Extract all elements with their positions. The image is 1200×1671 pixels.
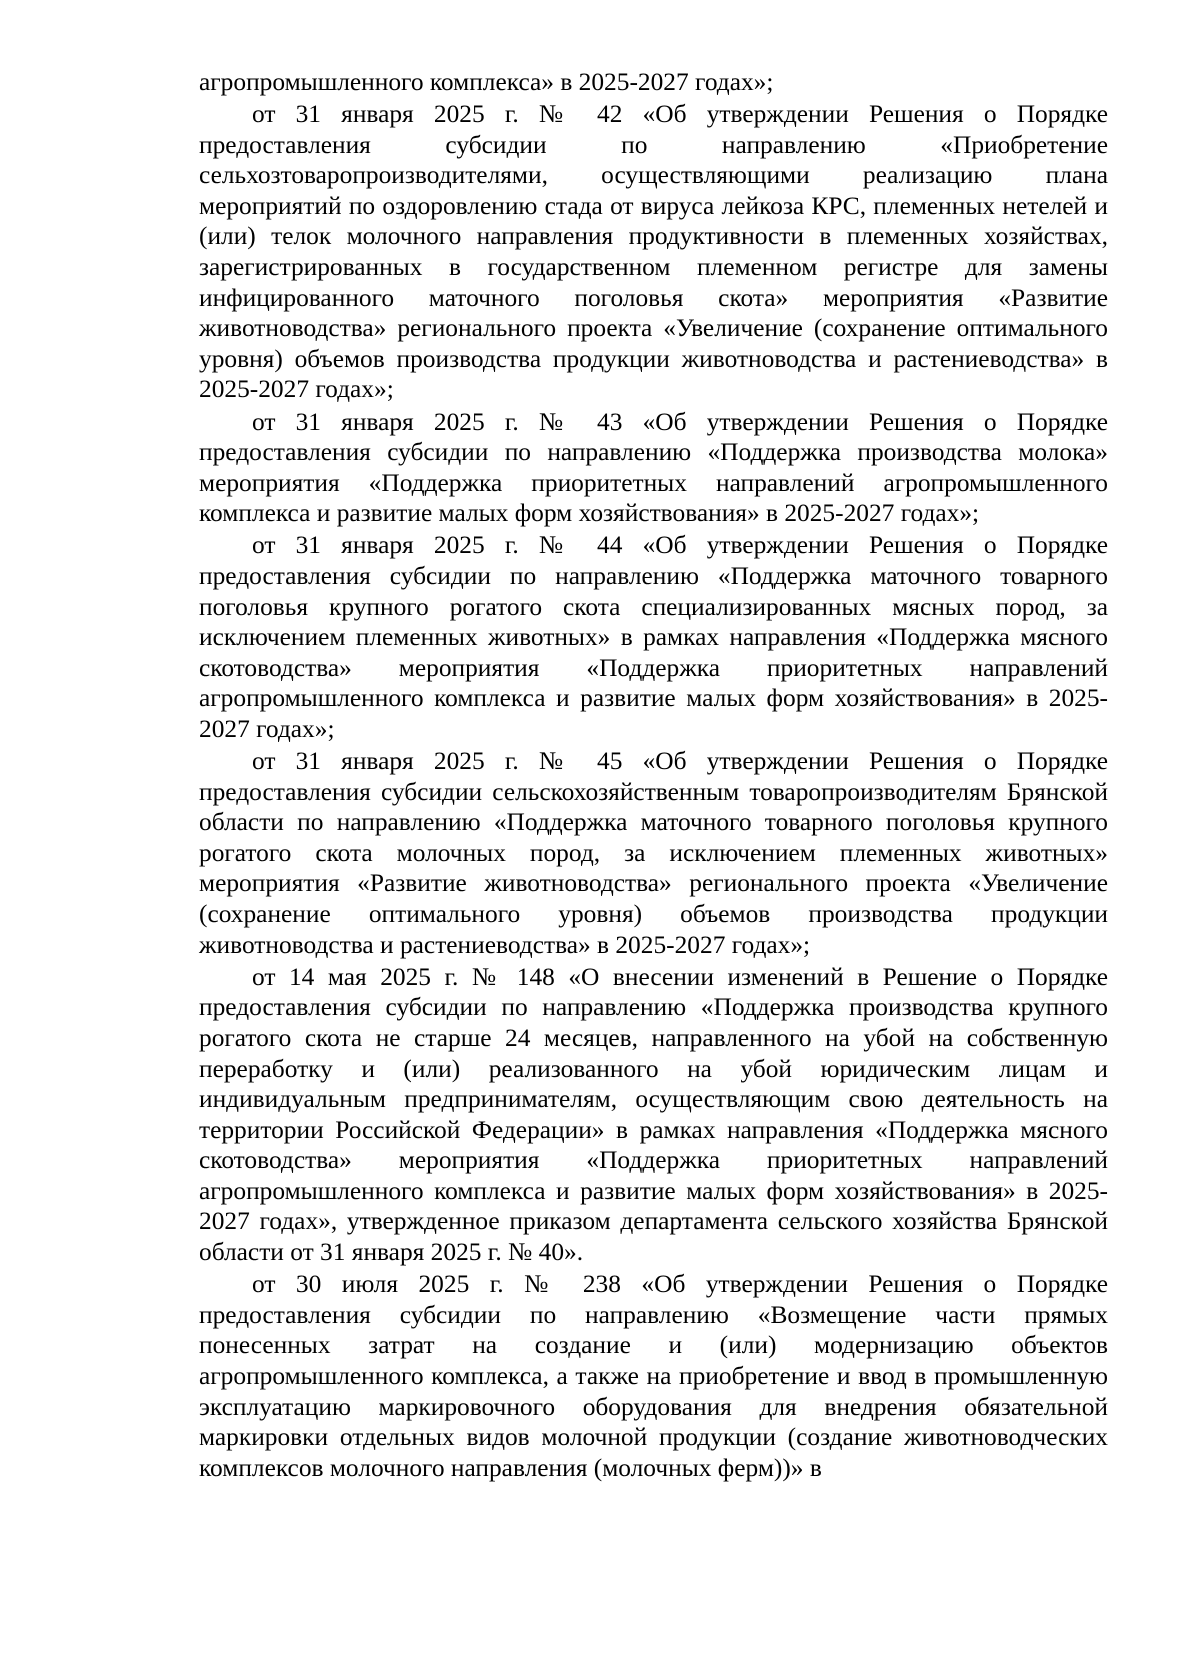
document-body bbox=[199, 67, 1108, 1483]
paragraph-order-44: от 31 января 2025 г. № 44 «Об утверждении Решения о Порядке предоставления субсидии по направлению «Поддержка маточного товарного поголовья крупного рогатого скота специализированных мясных пород, за исключением племенных животных» в рамках направления «Поддержка мясного скотоводства» мероприятия «Поддержка приоритетных направлений агропромышленного комплекса и развитие малых форм хозяйствования» в 2025-2027 годах»; bbox=[199, 531, 1108, 743]
paragraph-order-42: от 31 января 2025 г. № 42 «Об утверждении Решения о Порядке предоставления субсидии по направлению «Приобретение сельхозтоваропроизводителями, осуществляющими реализацию плана мероприятий по оздоровлению стада от вируса лейкоза КРС, племенных нетелей и (или) телок молочного направления продуктивности в племенных хозяйствах, зарегистрированных в государственном племенном регистре для замены инфицированного маточного поголовья скота» мероприятия «Развитие животноводства» регионального проекта «Увеличение (сохранение оптимального уровня) объемов производства продукции животноводства и растениеводства» в 2025-2027 годах»; bbox=[199, 100, 1108, 404]
paragraph-order-148: от 14 мая 2025 г. № 148 «О внесении изменений в Решение о Порядке предоставления субсидии по направлению «Поддержка производства крупного рогатого скота не старше 24 месяцев, направленного на убой на собственную переработку и (или) реализованного на убой юридическим лицам и индивидуальным предпринимателям, осуществляющим свою деятельность на территории Российской Федерации» в рамках направления «Поддержка мясного скотоводства» мероприятия «Поддержка приоритетных направлений агропромышленного комплекса и развитие малых форм хозяйствования» в 2025-2027 годах», утвержденное приказом департамента сельского хозяйства Брянской области от 31 января 2025 г. № 40». bbox=[199, 962, 1108, 1267]
paragraph-order-45: от 31 января 2025 г. № 45 «Об утверждении Решения о Порядке предоставления субсидии сельскохозяйственным товаропроизводителям Брянской области по направлению «Поддержка маточного товарного поголовья крупного рогатого скота молочных пород, за исключением племенных животных» мероприятия «Развитие животноводства» регионального проекта «Увеличение (сохранение оптимального уровня) объемов производства продукции животноводства и растениеводства» в 2025-2027 годах»; bbox=[199, 747, 1108, 959]
paragraph-order-238: от 30 июля 2025 г. № 238 «Об утверждении Решения о Порядке предоставления субсидии по направлению «Возмещение части прямых понесенных затрат на создание и (или) модернизацию объектов агропромышленного комплекса, а также на приобретение и ввод в промышленную эксплуатацию маркировочного оборудования для внедрения обязательной маркировки отдельных видов молочной продукции (создание животноводческих комплексов молочного направления (молочных ферм))» в bbox=[199, 1270, 1108, 1482]
paragraph-order-43: от 31 января 2025 г. № 43 «Об утверждении Решения о Порядке предоставления субсидии по направлению «Поддержка производства молока» мероприятия «Поддержка приоритетных направлений агропромышленного комплекса и развитие малых форм хозяйствования» в 2025-2027 годах»; bbox=[199, 407, 1108, 528]
paragraph-continuation: агропромышленного комплекса» в 2025-2027 годах»; bbox=[199, 68, 774, 96]
